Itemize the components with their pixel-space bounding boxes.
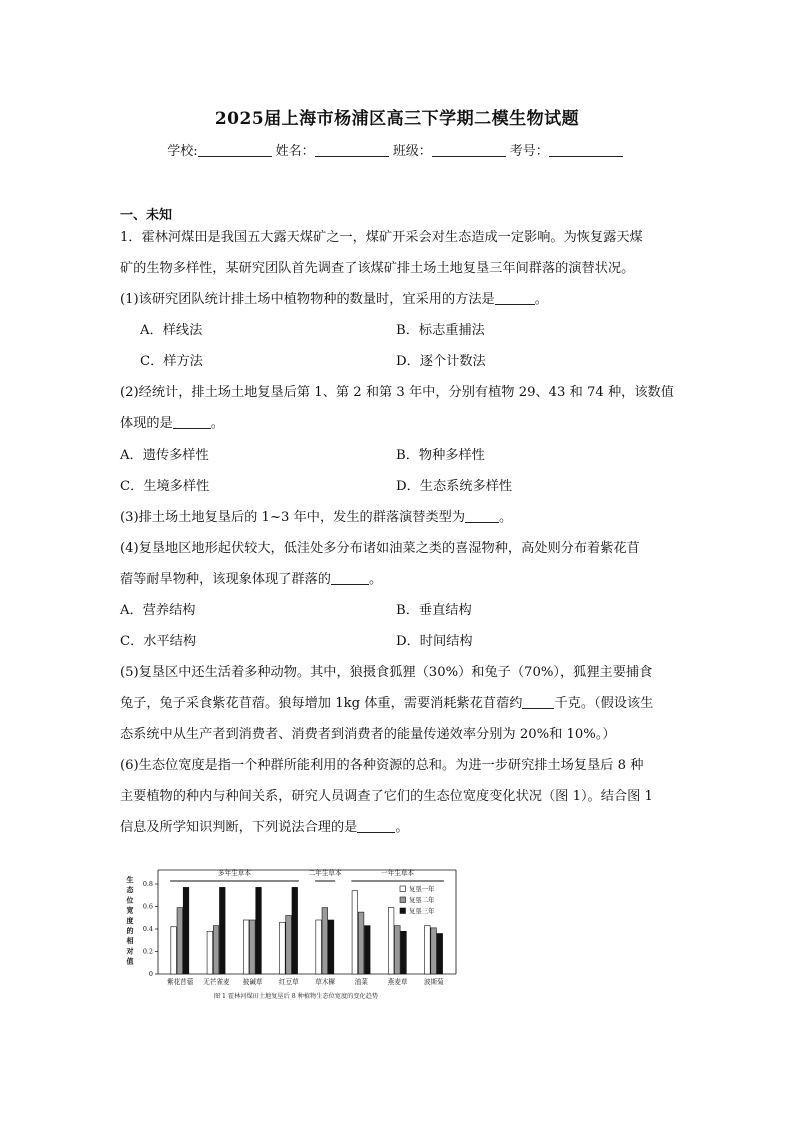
q6-end: 。 (395, 820, 409, 835)
q5-answer-blank[interactable] (522, 696, 554, 709)
bar-4-series-1 (280, 922, 286, 974)
q4-answer-blank[interactable] (331, 572, 369, 585)
q4-end: 。 (369, 572, 383, 587)
bar-3-series-1 (243, 920, 249, 974)
bar-3-series-2 (250, 920, 256, 974)
figure-1-bar-chart (122, 860, 464, 1005)
q5-line-2 (120, 695, 653, 713)
q4-line-1: (4)复垦地区地形起伏较大，低洼处多分布诸如油菜之类的喜湿物种，高处则分布着紫花苜 (120, 541, 640, 556)
q1-option-b: B．标志重捕法 (396, 323, 485, 338)
q3-stem (120, 509, 512, 527)
bar-7-series-2 (395, 926, 401, 974)
class-label: 班级： (392, 144, 432, 159)
q2-option-d: D．生态系统多样性 (396, 479, 513, 494)
school-label: 学校: (167, 144, 198, 159)
bar-5-series-3 (328, 920, 334, 974)
legend-swatch (400, 908, 406, 914)
q2-text: 体现的是 (120, 416, 173, 431)
question-intro-line-1: 1．霍林河煤田是我国五大露天煤矿之一，煤矿开采会对生态造成一定影响。为恢复露天煤 (120, 230, 643, 245)
bar-8-series-2 (431, 928, 437, 974)
y-tick-label: 0.2 (142, 947, 153, 956)
bar-7-series-3 (401, 931, 407, 974)
q2-option-a: A．遗传多样性 (120, 448, 209, 463)
x-tick-label: 油菜 (354, 978, 368, 986)
q1-stem (120, 291, 548, 309)
q6-answer-blank[interactable] (357, 820, 395, 833)
group-label: 一年生草本 (381, 869, 415, 877)
q3-text: (3)排土场土地复垦后的 1~3 年中，发生的群落演替类型为 (120, 510, 466, 525)
q6-line-3 (120, 819, 409, 837)
legend-label: 复垦三年 (409, 907, 435, 916)
q6-line-1: (6)生态位宽度是指一个种群所能利用的各种资源的总和。为进一步研究排土场复垦后 8 种 (120, 758, 644, 773)
q4-text: 蓿等耐旱物种，该现象体现了群落的 (120, 572, 331, 587)
legend-label: 复垦二年 (409, 896, 435, 905)
x-tick-label: 红豆草 (278, 978, 299, 986)
name-label: 姓名： (275, 144, 315, 159)
q4-option-a: A．营养结构 (120, 603, 196, 618)
chart-title: 图 1 霍林河煤田土地复垦后 8 种植物生态位宽度的变化趋势 (213, 993, 379, 1000)
q2-line-1: (2)经统计，排土场土地复垦后第 1、第 2 和第 3 年中，分别有植物 29、43 和 74 种，该数值 (120, 385, 674, 400)
group-label: 二年生草本 (308, 869, 342, 877)
q6-line-2: 主要植物的种内与种间关系，研究人员调查了它们的生态位宽度变化状况（图 1）。结合图 1 (120, 789, 653, 804)
bar-1-series-3 (183, 887, 189, 974)
q4-line-2 (120, 571, 382, 589)
bar-6-series-3 (364, 926, 370, 974)
y-axis-label-char: 对 (126, 946, 134, 956)
q1-text: (1)该研究团队统计排土场中植物物种的数量时，宜采用的方法是 (120, 292, 495, 307)
q4-option-d: D．时间结构 (396, 634, 473, 649)
y-axis-label-char: 的 (126, 926, 134, 935)
y-axis-label-char: 态 (126, 885, 134, 895)
q2-option-c: C．生境多样性 (120, 479, 210, 494)
y-tick-label: 0.4 (142, 925, 153, 934)
y-axis-label (126, 875, 135, 966)
bar-2-series-2 (213, 926, 219, 974)
q1-answer-blank[interactable] (495, 292, 535, 305)
q2-line-2 (120, 415, 224, 433)
y-axis-label-char: 生 (126, 875, 134, 884)
bar-1-series-1 (171, 927, 177, 974)
bar-4-series-3 (292, 887, 298, 974)
bar-5-series-2 (322, 908, 328, 974)
bar-8-series-1 (425, 926, 431, 974)
id-blank[interactable] (549, 144, 623, 157)
q3-answer-blank[interactable] (465, 510, 499, 523)
y-axis-label-char: 值 (126, 956, 134, 966)
x-tick-label: 燕麦草 (387, 978, 408, 986)
q4-option-b: B．垂直结构 (396, 603, 472, 618)
legend-swatch (400, 886, 406, 892)
bar-8-series-3 (437, 934, 443, 975)
group-label: 多年生草本 (218, 869, 251, 877)
y-axis-label-char: 宽 (126, 905, 134, 915)
q2-end: 。 (210, 416, 224, 431)
bar-7-series-1 (388, 908, 394, 974)
bar-3-series-3 (256, 887, 262, 974)
x-tick-label: 草木樨 (315, 978, 336, 986)
q3-end: 。 (499, 510, 513, 525)
student-info-line (0, 140, 794, 159)
bar-2-series-3 (219, 887, 225, 974)
q5-text: 兔子，兔子采食紫花苜蓿。狼每增加 1kg 体重，需要消耗紫花苜蓿约 (120, 696, 523, 711)
page-title: 2025届上海市杨浦区高三下学期二模生物试题 (214, 109, 580, 129)
x-tick-label: 紫花苜蓿 (166, 978, 194, 986)
x-tick-label: 波斯菊 (423, 978, 444, 986)
bar-2-series-1 (207, 931, 213, 974)
y-tick-label: 0.6 (142, 902, 153, 911)
legend-swatch (400, 897, 406, 903)
q6-text: 信息及所学知识判断，下列说法合理的是 (120, 820, 358, 835)
section-title: 一、未知 (120, 208, 173, 223)
school-blank[interactable] (198, 144, 272, 157)
bar-5-series-1 (316, 920, 322, 974)
class-blank[interactable] (432, 144, 506, 157)
x-tick-label: 披碱草 (242, 978, 263, 986)
q1-option-d: D．逐个计数法 (396, 354, 486, 369)
bar-6-series-2 (358, 912, 364, 974)
q5-text-tail: 千克。（假设该生 (554, 696, 654, 711)
bar-4-series-2 (286, 916, 292, 975)
y-tick-label: 0.8 (142, 880, 153, 889)
x-tick-label: 无芒雀麦 (203, 978, 230, 986)
q1-end: 。 (534, 292, 548, 307)
q2-option-b: B．物种多样性 (396, 448, 485, 463)
bar-1-series-2 (177, 908, 183, 974)
bar-6-series-1 (352, 891, 358, 974)
legend-label: 复垦一年 (409, 885, 435, 894)
q1-option-c: C．样方法 (140, 354, 203, 369)
name-blank[interactable] (315, 144, 389, 157)
y-tick-label: 0 (148, 970, 153, 979)
q4-option-c: C．水平结构 (120, 634, 197, 649)
y-axis-label-char: 位 (126, 895, 134, 905)
question-intro-line-2: 矿的生物多样性，某研究团队首先调查了该煤矿排土场土地复垦三年间群落的演替状况。 (120, 261, 635, 276)
y-axis-label-char: 相 (126, 936, 134, 946)
q5-line-1: (5)复垦区中还生活着多种动物。其中，狼摄食狐狸（30%）和兔子（70%），狐狸主要捕食 (120, 665, 653, 680)
q1-option-a: A．样线法 (140, 323, 203, 338)
q5-line-3: 态系统中从生产者到消费者、消费者到消费者的能量传递效率分别为 20%和 10%。） (120, 727, 616, 742)
chart-legend (400, 884, 435, 915)
y-axis-label-char: 度 (126, 915, 134, 925)
id-label: 考号： (509, 144, 549, 159)
q2-answer-blank[interactable] (173, 416, 211, 429)
